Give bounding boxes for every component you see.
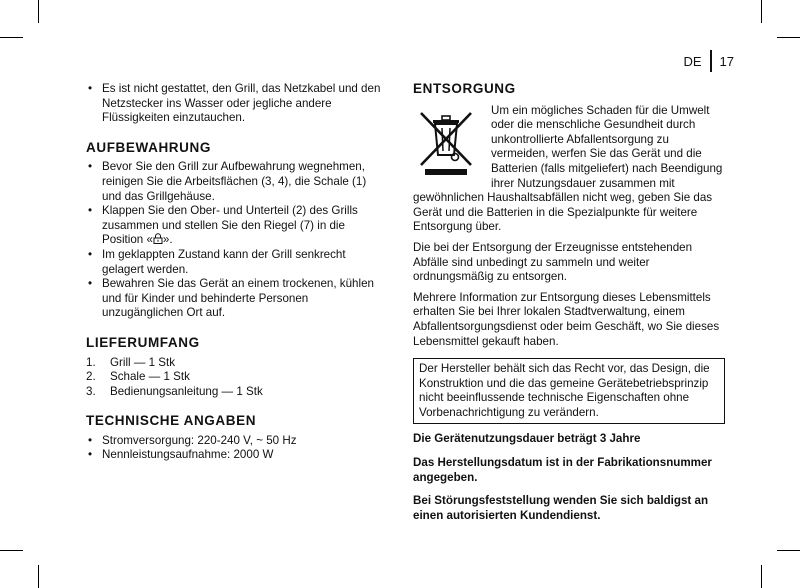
tech-list [86, 434, 382, 463]
item-text: Grill — 1 Stk [110, 355, 176, 369]
section-title-delivery: LIEFERUMFANG [86, 334, 200, 350]
disposal-paragraph-2: Die bei der Entsorgung der Erzeugnisse entstehenden Abfälle sind unbedingt zu sammeln und weiter ordnungsmäßig zu entsorgen. [413, 240, 693, 284]
left-column [86, 82, 382, 463]
right-column [413, 82, 725, 523]
item-text: Schale — 1 Stk [110, 370, 190, 384]
crop-mark-tl-v [38, 0, 39, 23]
manufacturer-notice-box [413, 358, 725, 424]
section-title-disposal: ENTSORGUNG [413, 81, 516, 96]
production-date-text: Das Herstellungsdatum ist in der Fabrikationsnummer angegeben. [413, 456, 712, 484]
item-number: 2. [86, 370, 96, 384]
list-item-lock [86, 204, 382, 248]
item-number: 3. [86, 384, 96, 398]
item-text: Bedienungsanleitung — 1 Stk [110, 384, 263, 398]
section-title-tech: TECHNISCHE ANGABEN [86, 413, 257, 429]
section-title-storage: AUFBEWAHRUNG [86, 139, 211, 155]
list-item [86, 370, 382, 385]
delivery-list [86, 356, 382, 400]
service-center-text: Bei Störungsfeststellung wenden Sie sich baldigst an einen autorisierten Kundendienst. [413, 494, 709, 522]
list-item [86, 356, 382, 371]
service-life-text: Die Gerätenutzungsdauer beträgt 3 Jahre [413, 432, 641, 446]
crop-mark-tr-h [777, 37, 800, 38]
list-item: • Im geklappten Zustand kann der Grill senkrecht gelagert werden. [86, 248, 382, 277]
storage-list [86, 160, 382, 321]
list-item [86, 385, 382, 400]
crop-mark-tr-v [761, 0, 762, 23]
crop-mark-bl-h [0, 550, 23, 551]
list-item: • Nennleistungsaufnahme: 2000 W [86, 448, 382, 463]
page-number: 17 [719, 53, 734, 69]
item-number: 1. [86, 355, 96, 369]
language-code: DE [683, 53, 702, 69]
lock-closed-icon [153, 233, 163, 244]
list-item: • Bevor Sie den Grill zur Aufbewahrung wegnehmen, reinigen Sie die Arbeitsflächen (3, 4), die Schale (1) und das Grillgehäuse. [86, 160, 382, 204]
lock-item-text: Klappen Sie den Ober- und Unterteil (2) des Grills zusammen und stellen Sie den Riegel (7) in die Position « [102, 204, 358, 247]
list-item: • Stromversorgung: 220-240 V, ~ 50 Hz [86, 434, 382, 449]
crossed-out-bin-icon [413, 107, 479, 177]
lock-item-end: ». [162, 233, 173, 247]
crop-mark-bl-v [38, 565, 39, 588]
disposal-paragraph-1: Um ein mögliches Schaden für die Umwelt oder die menschliche Gesundheit durch unkontrollierte Abfallentsorgung zu vermeiden, werfen Sie das Gerät und die Batterien (falls mitgeliefert) nach Beendigung ihrer Nutzungsdauer zusammen mit gewöhnlichen Haushaltsabfällen nicht weg, geben Sie das Gerät und die Batterien in die Spezialpunkte für weitere Entsorgung über. [413, 103, 723, 234]
list-item: • Es ist nicht gestattet, den Grill, das Netzkabel und den Netzstecker ins Wasser oder jegliche andere Flüssigkeiten einzutauchen. [86, 82, 382, 126]
list-item: • Bewahren Sie das Gerät an einem trockenen, kühlen und für Kinder und behinderte Personen unzugänglichen Ort auf. [86, 277, 382, 321]
page-header [683, 50, 734, 72]
manufacturer-notice-text: Der Hersteller behält sich das Recht vor, das Design, die Konstruktion und die das gemeine Gerätebetriebsprinzip nicht beeinflussende technische Eigenschaften ohne Vorbenachrichtigung zu verändern. [419, 362, 710, 419]
header-divider [710, 50, 712, 72]
crop-mark-tl-h [0, 37, 23, 38]
disposal-paragraph-3: Mehrere Information zur Entsorgung dieses Lebensmittels erhalten Sie bei Ihrer lokalen Stadtverwaltung, einem Abfallentsorgungsdienst oder beim Geschäft, wo Sie dieses Lebensmittel gekauft haben. [413, 290, 720, 348]
crop-mark-br-h [777, 550, 800, 551]
crop-mark-br-v [761, 565, 762, 588]
intro-list [86, 82, 382, 126]
